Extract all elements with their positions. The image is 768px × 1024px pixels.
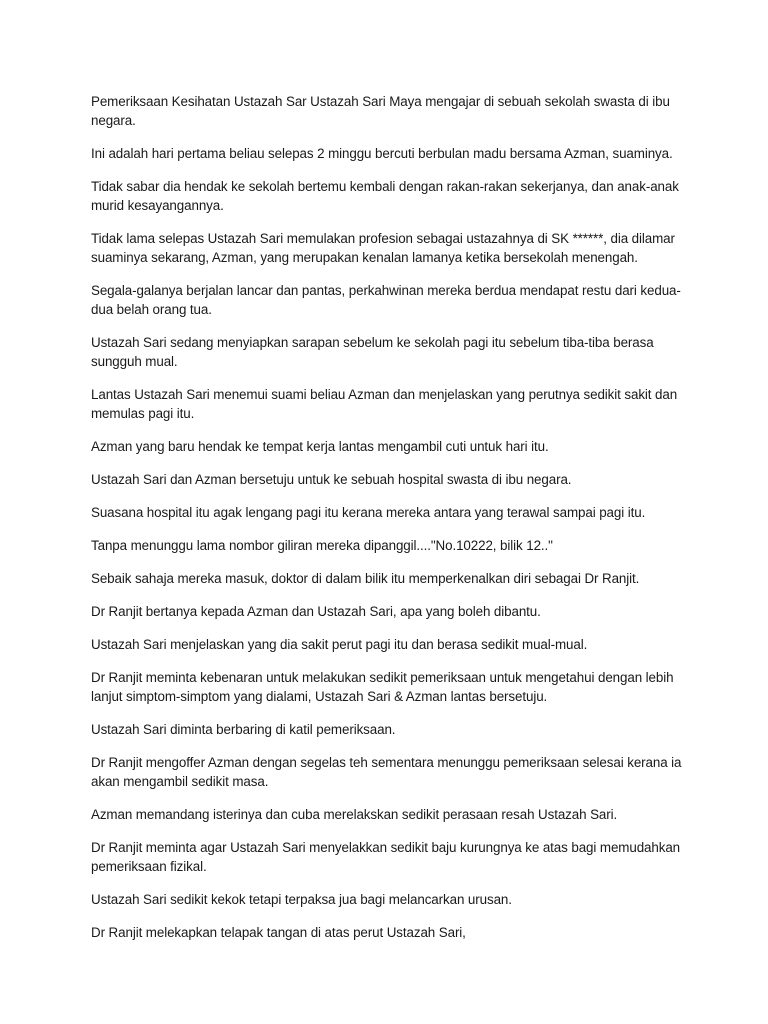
paragraph: Ustazah Sari diminta berbaring di katil pemeriksaan. [91, 722, 396, 737]
paragraph: Dr Ranjit mengoffer Azman dengan segelas teh sementara menunggu pemeriksaan selesai kerana ia akan mengambil sedikit masa. [91, 755, 682, 789]
paragraph: Dr Ranjit melekapkan telapak tangan di atas perut Ustazah Sari, [91, 925, 466, 940]
paragraph: Tanpa menunggu lama nombor giliran mereka dipanggil...."No.10222, bilik 12.." [91, 538, 553, 553]
paragraph: Azman memandang isterinya dan cuba merelakskan sedikit perasaan resah Ustazah Sari. [91, 807, 618, 822]
paragraph: Dr Ranjit meminta agar Ustazah Sari menyelakkan sedikit baju kurungnya ke atas bagi memudahkan pemeriksaan fizikal. [91, 840, 681, 874]
paragraph: Azman yang baru hendak ke tempat kerja lantas mengambil cuti untuk hari itu. [91, 439, 549, 454]
paragraph: Ustazah Sari sedang menyiapkan sarapan sebelum ke sekolah pagi itu sebelum tiba-tiba berasa sungguh mual. [91, 335, 654, 369]
paragraph: Segala-galanya berjalan lancar dan pantas, perkahwinan mereka berdua mendapat restu dari kedua-dua belah orang tua. [91, 283, 681, 317]
paragraph: Sebaik sahaja mereka masuk, doktor di dalam bilik itu memperkenalkan diri sebagai Dr Ranjit. [91, 571, 640, 586]
paragraph: Pemeriksaan Kesihatan Ustazah Sar Ustazah Sari Maya mengajar di sebuah sekolah swasta di ibu negara. [91, 94, 670, 128]
paragraph: Dr Ranjit meminta kebenaran untuk melakukan sedikit pemeriksaan untuk mengetahui dengan lebih lanjut simptom-simptom yang dialami, Ustazah Sari & Azman lantas bersetuju. [91, 670, 674, 704]
paragraph: Dr Ranjit bertanya kepada Azman dan Ustazah Sari, apa yang boleh dibantu. [91, 604, 541, 619]
paragraph: Ustazah Sari menjelaskan yang dia sakit perut pagi itu dan berasa sedikit mual-mual. [91, 637, 588, 652]
paragraph: Tidak lama selepas Ustazah Sari memulakan profesion sebagai ustazahnya di SK ******, dia dilamar suaminya sekarang, Azman, yang merupakan kenalan lamanya ketika bersekolah menengah. [91, 231, 675, 265]
paragraph: Lantas Ustazah Sari menemui suami beliau Azman dan menjelaskan yang perutnya sedikit sakit dan memulas pagi itu. [91, 387, 678, 421]
paragraph: Ini adalah hari pertama beliau selepas 2 minggu bercuti berbulan madu bersama Azman, suaminya. [91, 146, 673, 161]
paragraph: Suasana hospital itu agak lengang pagi itu kerana mereka antara yang terawal sampai pagi itu. [91, 505, 646, 520]
document-body [91, 92, 691, 956]
paragraph: Tidak sabar dia hendak ke sekolah bertemu kembali dengan rakan-rakan sekerjanya, dan anak-anak murid kesayangannya. [91, 179, 679, 213]
paragraph: Ustazah Sari dan Azman bersetuju untuk ke sebuah hospital swasta di ibu negara. [91, 472, 572, 487]
paragraph: Ustazah Sari sedikit kekok tetapi terpaksa jua bagi melancarkan urusan. [91, 892, 512, 907]
